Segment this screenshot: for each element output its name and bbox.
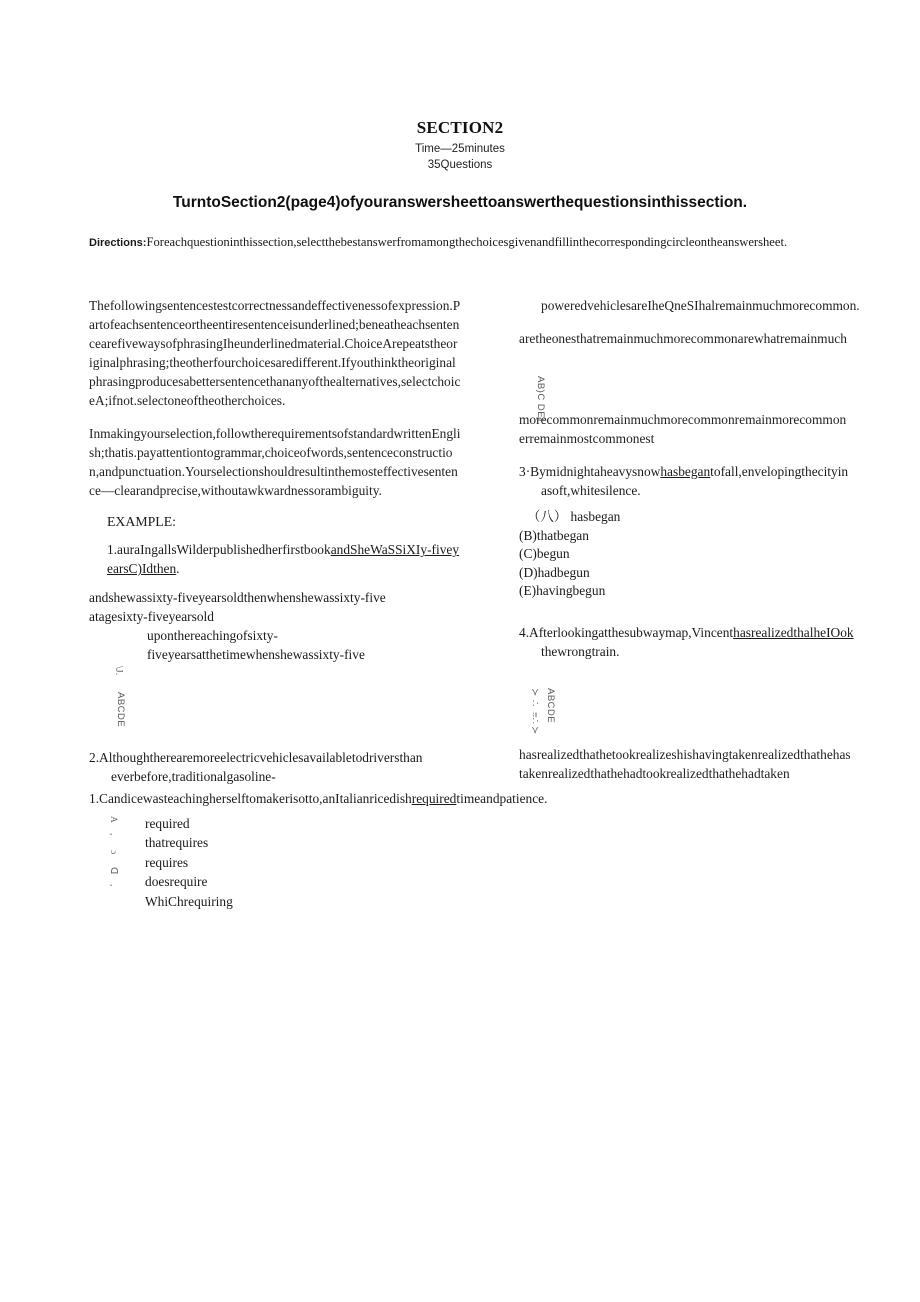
- question-3: [519, 462, 891, 601]
- option-letter-c-artifact: ɔ: [108, 850, 118, 855]
- option-a[interactable]: （八） hasbegan: [527, 509, 621, 525]
- example-question-stem: [107, 540, 461, 578]
- question-2-continued-line: poweredvehiclesareIheQneSIhalremainmuchmorecommon.: [541, 298, 860, 313]
- example-choice-lines: [89, 588, 461, 664]
- question-4-stem-a: Afterlookingatthesubwaymap,Vincent: [529, 624, 734, 640]
- option-e[interactable]: (E)havingbegun: [519, 583, 606, 599]
- intro-paragraph-2: Inmakingyourselection,followtherequirementsofstandardwrittenEnglish;thatis.payattentiontogrammar,choiceofwords,sentenceconstruction,andpunctuation.Yourselectionshouldresultinthemosteffectivesentence—clearandprecise,withoutawkwardnessorambiguity.: [89, 426, 461, 499]
- option-b[interactable]: (B)thatbegan: [519, 527, 589, 543]
- question-4-number: 4.: [519, 624, 530, 640]
- question-3-stem-a: Bymidnightaheavysnow: [530, 464, 661, 480]
- option-d[interactable]: doesrequire: [145, 874, 208, 890]
- example-stem-underlined: andSheWaSSiXIy-fiveyearsC)Idthen: [107, 542, 460, 577]
- question-1-underlined: required: [411, 791, 457, 806]
- example-label: EXAMPLE:: [107, 514, 176, 530]
- option-letter-b-artifact: ,: [108, 833, 118, 836]
- option-c[interactable]: requires: [145, 854, 189, 870]
- example-choice-line: atagesixty-fiveyearsold: [89, 609, 214, 625]
- scan-tick-artifact: ≻: [529, 688, 540, 697]
- option-c[interactable]: (C)begun: [519, 546, 570, 562]
- question-3-underlined: hasbegan: [660, 464, 711, 480]
- question-2-number: 2.: [89, 750, 100, 765]
- section-question-count: 35Questions: [427, 158, 493, 171]
- question-3-stem-b: tofall,envelopingthecityin: [710, 464, 849, 480]
- question-4-choices-run-1: hasrealizedthathetookrealizeshishavingtakenrealizedthathehas: [519, 747, 851, 762]
- directions-block: [89, 233, 911, 252]
- question-4-underlined: hasrealizedthalheIOok: [733, 624, 854, 640]
- example-choice-line: fiveyearsatthetimewhenshewassixty-five: [147, 647, 365, 663]
- option-d[interactable]: (D)hadbegun: [519, 564, 590, 580]
- page-title: SECTION2: [416, 118, 504, 137]
- section-header: [0, 118, 920, 173]
- answer-bubble-artifact: ABCDE: [545, 688, 556, 724]
- directions-body: Foreachquestioninthissection,selectthebestanswerfromamongthechoicesgivenandfillinthecorrespondingcircleontheanswersheet.: [146, 235, 788, 249]
- right-column: [519, 296, 891, 665]
- question-2-stem: [89, 748, 481, 790]
- left-column: [89, 296, 461, 665]
- question-3-number: 3·: [519, 464, 531, 480]
- question-1-stem-a: Candicewasteachingherselftomakerisotto,anItalianricedish: [99, 791, 412, 806]
- question-3-options: [519, 508, 891, 601]
- option-letter-d-artifact: ᗡ: [108, 867, 118, 875]
- question-1-number: 1.: [89, 791, 100, 806]
- question-4-stem: [519, 623, 891, 661]
- question-1-options: [108, 814, 649, 911]
- option-a[interactable]: required: [145, 816, 190, 832]
- question-2-choices-run-1: aretheonesthatremainmuchmorecommonarewhatremainmuch: [519, 331, 847, 347]
- question-2-choices-run-3: erremainmostcommonest: [519, 431, 655, 447]
- scan-tick-artifact: ≻: [529, 726, 540, 735]
- example-choice-line: andshewassixty-fiveyearsoldthenwhenshewassixty-five: [89, 590, 386, 606]
- example-stem-tail: .: [176, 561, 180, 577]
- question-1-stem: [89, 789, 649, 808]
- option-letter-a-artifact: A: [108, 816, 118, 823]
- intro-paragraph-1: Thefollowingsentencestestcorrectnessandeffectivenessofexpression.Partofeachsentenceortheentiresentenceisunderlined;beneatheachsentencearefivewaysofphrasingIheunderlinedmaterial.ChoiceArepeatstheoriginalphrasing;theotherfourchoicesaredifferent.Ifyouthinktheoriginalphrasingproducesabettersentencethananyofthealternatives,selectchoiceA;ifnot.selectoneoftheotherchoices.: [89, 298, 461, 409]
- option-letter-e-artifact: ,: [108, 884, 118, 887]
- directions-label: Directions:: [89, 237, 147, 249]
- answer-bubble-artifact: AB)C DE): [535, 376, 546, 422]
- question-4-choices-run-2: takenrealizedthathehadtookrealizedthathehadtaken: [519, 766, 790, 782]
- scan-tick-artifact: ≡∴: [529, 712, 540, 725]
- section-time: Time—25minutes: [415, 143, 505, 155]
- question-2-stem-text: Althoughtherearemoreelectricvehiclesavailabletodriversthan: [99, 750, 423, 765]
- question-3-stem: [519, 462, 891, 500]
- turn-to-instruction: TurntoSection2(page4)ofyouranswersheettoanswerthequestionsinthissection.: [172, 194, 748, 211]
- question-3-stem-continued: asoft,whitesilence.: [541, 483, 641, 499]
- question-1-stem-b: timeandpatience.: [456, 791, 548, 806]
- artifact-spacer: [519, 354, 891, 410]
- scan-tick-artifact: ∴: [529, 700, 540, 707]
- question-2-stem-continued: everbefore,traditionalgasoline-: [111, 769, 276, 785]
- example-stem-plain: auraIngallsWilderpublishedherfirstbook: [117, 542, 331, 558]
- option-b[interactable]: thatrequires: [145, 835, 209, 851]
- answer-bubble-artifact: ABCDE: [115, 692, 126, 728]
- question-2-choices-run-2: morecommonremainmuchmorecommonremainmorecommon: [519, 412, 847, 428]
- scan-tick-artifact: \J.: [113, 666, 124, 676]
- question-1: [89, 789, 649, 911]
- option-e[interactable]: WhiChrequiring: [145, 893, 233, 909]
- example-number: 1.: [107, 542, 118, 558]
- question-4-stem-continued: thewrongtrain.: [541, 643, 620, 659]
- example-choice-line: uponthereachingofsixty-: [147, 628, 278, 644]
- question-4: [519, 623, 891, 661]
